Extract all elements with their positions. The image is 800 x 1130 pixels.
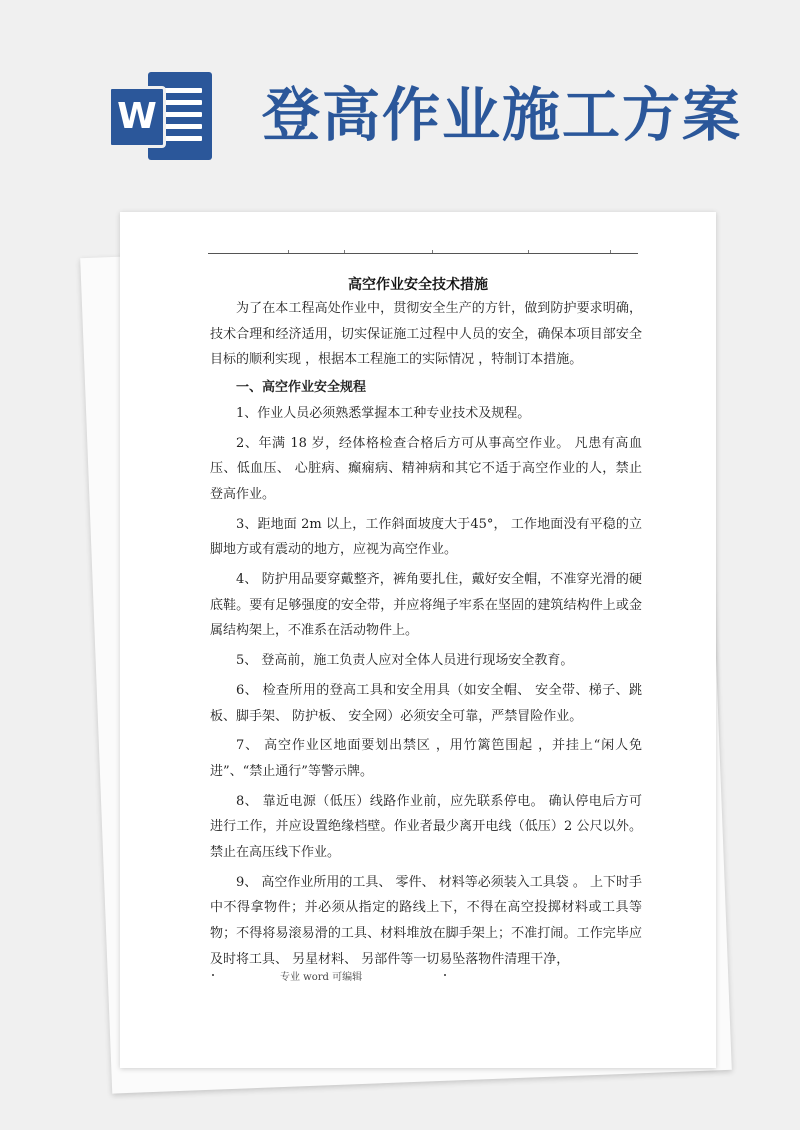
intro-paragraph: 为了在本工程高处作业中，贯彻安全生产的方针，做到防护要求明确，技术合理和经济适用，切实保证施工过程中人员的安全，确保本项目部安全目标的顺利实现 ，根据本工程施工的实际情况 ，特制订本措施。 bbox=[210, 301, 642, 368]
document-heading: 高空作业安全技术措施 bbox=[348, 277, 488, 293]
word-icon-letter: W bbox=[108, 86, 166, 148]
header-rule bbox=[208, 253, 638, 254]
rule-item-5: 5、 登高前，施工负责人应对全体人员进行现场安全教育。 bbox=[236, 653, 574, 669]
document-page bbox=[120, 212, 716, 1068]
rule-item-6: 6、 检查所用的登高工具和安全用具（如安全帽、 安全带、梯子、跳板、脚手架、 防护板、 安全网）必须安全可靠，严禁冒险作业。 bbox=[210, 682, 642, 724]
section-heading: 一、高空作业安全规程 bbox=[236, 380, 367, 396]
rule-item-9: 9、 高空作业所用的工具、 零件、 材料等必须装入工具袋 。 上下时手中不得拿物件；并必须从指定的路线上下，不得在高空投掷材料或工具等物；不得将易滚易滑的工具、材料堆放在脚手架上；不准打闹。工作完毕应及时将工具、 另星材料、 另部件等一切易坠落物件清理干净， bbox=[210, 874, 642, 967]
document-body bbox=[210, 296, 642, 973]
banner-header bbox=[0, 0, 800, 200]
rule-item-1: 1、作业人员必须熟悉掌握本工种专业技术及规程。 bbox=[236, 405, 531, 421]
rule-item-3: 3、距地面 2m 以上，工作斜面坡度大于45°， 工作地面没有平稳的立脚地方或有震动的地方，应视为高空作业。 bbox=[210, 516, 642, 558]
page-footer: 专业 word 可编辑 bbox=[280, 972, 363, 983]
rule-item-7: 7、 高空作业区地面要划出禁区 ，用竹篱笆围起 ，并挂上“闲人免进”、“禁止通行”等警示牌。 bbox=[210, 738, 642, 779]
word-icon bbox=[108, 72, 216, 160]
page-title: 登高作业施工方案 bbox=[262, 81, 743, 149]
rule-item-2: 2、年满 18 岁，经体格检查合格后方可从事高空作业。 凡患有高血压、低血压、 心脏病、癫痫病、精神病和其它不适于高空作业的人，禁止登高作业。 bbox=[210, 435, 642, 502]
rule-item-8: 8、 靠近电源（低压）线路作业前，应先联系停电。 确认停电后方可进行工作，并应设置绝缘档壁。作业者最少离开电线（低压）2 公尺以外。禁止在高压线下作业。 bbox=[210, 793, 642, 861]
rule-item-4: 4、 防护用品要穿戴整齐，裤角要扎住，戴好安全帽，不准穿光滑的硬底鞋。要有足够强度的安全带，并应将绳子牢系在坚固的建筑结构件上或金属结构架上，不准系在活动物件上。 bbox=[210, 572, 642, 639]
